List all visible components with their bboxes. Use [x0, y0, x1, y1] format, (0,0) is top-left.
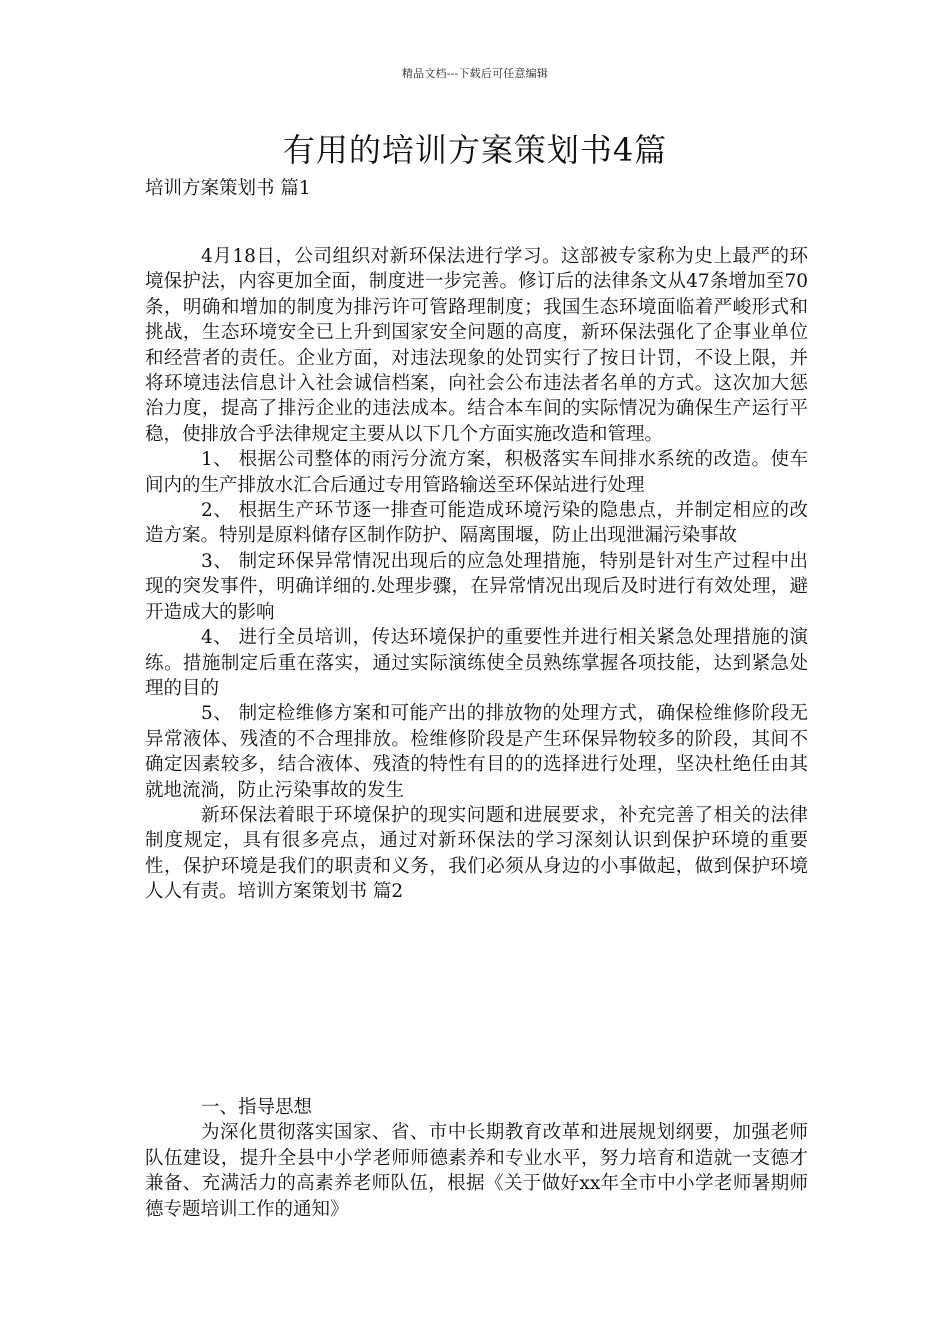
- section-1-body: [145, 244, 808, 905]
- header-note: 精品文档---下载后可任意编辑: [401, 67, 549, 80]
- section-1-heading: 培训方案策划书 篇1: [145, 178, 311, 199]
- paragraph-item-5: 5、 制定检维修方案和可能产出的排放物的处理方式，确保检维修阶段无异常液体、残渣的不合理排放。检维修阶段是产生环保异物较多的阶段，其间不确定因素较多，结合液体、残渣的特性有目的的选择进行处理，坚决杜绝任由其就地流淌，防止污染事故的发生: [145, 703, 808, 801]
- paragraph-intro: 4月18日，公司组织对新环保法进行学习。这部被专家称为史上最严的环境保护法，内容更加全面，制度进一步完善。修订后的法律条文从47条增加至70条，明确和增加的制度为排污许可管路理制度；我国生态环境面临着严峻形式和挑战，生态环境安全已上升到国家安全问题的高度，新环保法强化了企事业单位和经营者的责任。企业方面，对违法现象的处罚实行了按日计罚，不设上限，并将环境违法信息计入社会诚信档案，向社会公布违法者名单的方式。这次加大惩治力度，提高了排污企业的违法成本。结合本车间的实际情况为确保生产运行平稳，使排放合乎法律规定主要从以下几个方面实施改造和管理。: [145, 246, 808, 445]
- section-2-subheading: 一、指导思想: [201, 1097, 313, 1118]
- paragraph-item-2: 2、 根据生产环节逐一排查可能造成环境污染的隐患点，并制定相应的改造方案。特别是原料储存区制作防护、隔离围堰，防止出现泄漏污染事故: [145, 500, 808, 547]
- paragraph-item-1: 1、 根据公司整体的雨污分流方案，积极落实车间排水系统的改造。使车间内的生产排放水汇合后通过专用管路输送至环保站进行处理: [145, 449, 808, 496]
- document-title: 有用的培训方案策划书4篇: [282, 131, 668, 169]
- section-2-body: [145, 1095, 808, 1222]
- paragraph-item-3: 3、 制定环保异常情况出现后的应急处理措施，特别是针对生产过程中出现的突发事件，明确详细的.处理步骤，在异常情况出现后及时进行有效处理，避开造成大的影响: [145, 550, 808, 623]
- paragraph-item-4: 4、 进行全员培训，传达环境保护的重要性并进行相关紧急处理措施的演练。措施制定后重在落实，通过实际演练使全员熟练掌握各项技能，达到紧急处理的目的: [145, 627, 808, 699]
- paragraph-conclusion: 新环保法着眼于环境保护的现实问题和进展要求，补充完善了相关的法律制度规定，具有很多亮点，通过对新环保法的学习深刻认识到保护环境的重要性，保护环境是我们的职责和义务，我们必须从身边的小事做起，做到保护环境人人有责。培训方案策划书 篇2: [145, 804, 808, 903]
- paragraph-guiding-thought: 为深化贯彻落实国家、省、市中长期教育改革和进展规划纲要，加强老师队伍建设，提升全县中小学老师师德素养和专业水平，努力培育和造就一支德才兼备、充满活力的高素养老师队伍，根据《关于做好xx年全市中小学老师暑期师德专题培训工作的通知》: [145, 1122, 808, 1220]
